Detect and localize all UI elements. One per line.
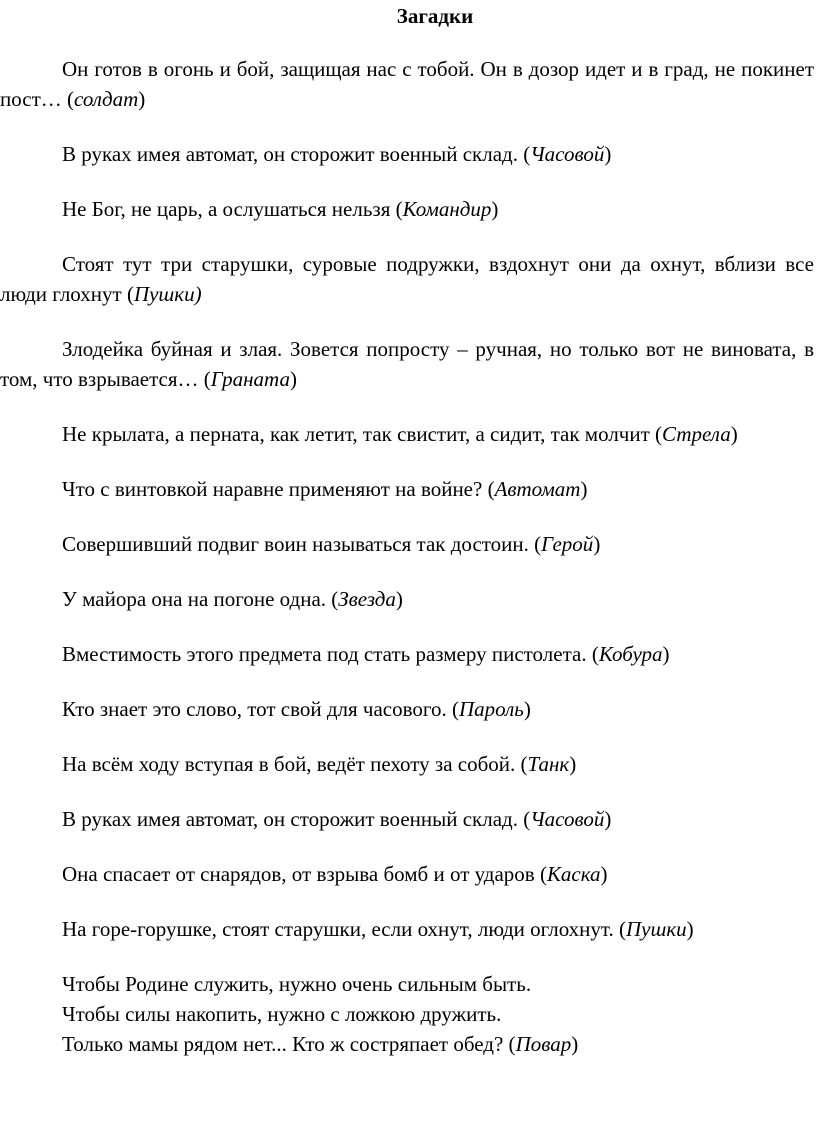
riddle-close: )	[580, 477, 588, 501]
riddle-answer: солдат	[74, 87, 139, 111]
riddle-text: В руках имея автомат, он сторожит военный склад. (	[62, 807, 531, 831]
riddle-close: )	[604, 807, 612, 831]
riddle-text: Только мамы рядом нет... Кто ж состряпает обед? (	[62, 1032, 516, 1056]
riddle-text: Стоят тут три старушки, суровые подружки, вздохнут они да охнут, вблизи все люди глохнут (	[0, 252, 814, 306]
riddle-close: )	[523, 697, 531, 721]
riddle-item	[0, 859, 814, 889]
riddle-close: )	[593, 532, 601, 556]
riddle-text: Она спасает от снарядов, от взрыва бомб и от ударов (	[62, 862, 547, 886]
riddle-answer: Танк	[527, 752, 570, 776]
riddle-answer: Граната	[210, 367, 290, 391]
riddle-answer: Пушки	[626, 917, 687, 941]
riddle-text: Совершивший подвиг воин называться так достоин. (	[62, 532, 542, 556]
riddle-answer: Часовой	[530, 807, 605, 831]
riddles-list	[0, 54, 814, 1084]
riddle-answer: Герой	[541, 532, 594, 556]
riddle-item	[0, 804, 814, 834]
riddle-item	[0, 474, 814, 504]
riddle-item	[0, 749, 814, 779]
riddle-item	[0, 54, 814, 114]
riddle-text: Он готов в огонь и бой, защищая нас с тобой. Он в дозор идет и в град, не покинет пост… (	[0, 57, 814, 111]
riddle-answer: Автомат	[494, 477, 581, 501]
riddle-text: Не крылата, а перната, как летит, так свистит, а сидит, так молчит (	[62, 422, 663, 446]
riddle-close: )	[600, 862, 608, 886]
riddle-answer: Повар	[515, 1032, 572, 1056]
riddle-text: В руках имея автомат, он сторожит военный склад. (	[62, 142, 531, 166]
riddle-answer: Командир	[402, 197, 492, 221]
riddle-text: Что с винтовкой наравне применяют на войне? (	[62, 477, 495, 501]
riddle-item	[0, 419, 814, 449]
riddle-close: )	[289, 367, 297, 391]
riddle-item	[0, 639, 814, 669]
riddle-answer: Каска	[546, 862, 601, 886]
riddle-close: )	[604, 142, 612, 166]
riddle-close: )	[491, 197, 499, 221]
riddle-item	[0, 194, 814, 224]
riddle-answer: Пароль	[458, 697, 524, 721]
riddle-text: Не Бог, не царь, а ослушаться нельзя (	[62, 197, 403, 221]
riddle-close: )	[730, 422, 738, 446]
page-title: Загадки	[396, 4, 474, 28]
riddle-item	[0, 694, 814, 724]
riddle-close: )	[138, 87, 146, 111]
riddle-answer: Звезда	[338, 587, 396, 611]
riddle-item	[0, 529, 814, 559]
riddle-text: Вместимость этого предмета под стать размеру пистолета. (	[62, 642, 599, 666]
final-riddle-line-3	[0, 1029, 814, 1059]
riddle-item-final	[0, 969, 814, 1059]
riddle-text: Злодейка буйная и злая. Зовется попросту – ручная, но только вот не виновата, в том, что взрывается… (	[0, 337, 814, 391]
riddle-answer: Стрела	[662, 422, 731, 446]
riddle-text: У майора она на погоне одна. (	[62, 587, 339, 611]
riddle-text: На горе-горушке, стоят старушки, если охнут, люди оглохнут. (	[62, 917, 626, 941]
riddle-close: )	[569, 752, 577, 776]
riddle-close: )	[571, 1032, 579, 1056]
riddle-text: На всём ходу вступая в бой, ведёт пехоту за собой. (	[62, 752, 528, 776]
final-riddle-line-1: Чтобы Родине служить, нужно очень сильным быть.	[62, 972, 532, 996]
riddle-close: )	[686, 917, 694, 941]
riddle-answer: Кобура	[598, 642, 663, 666]
riddle-answer: Пушки)	[133, 282, 202, 306]
riddle-answer: Часовой	[530, 142, 605, 166]
riddle-item	[0, 914, 814, 944]
riddle-close: )	[662, 642, 670, 666]
riddle-text: Кто знает это слово, тот свой для часового. (	[62, 697, 459, 721]
riddle-close: )	[395, 587, 403, 611]
riddle-item	[0, 334, 814, 394]
riddle-item	[0, 139, 814, 169]
riddle-item	[0, 249, 814, 309]
riddle-item	[0, 584, 814, 614]
final-riddle-line-2: Чтобы силы накопить, нужно с ложкою дружить.	[62, 1002, 502, 1026]
